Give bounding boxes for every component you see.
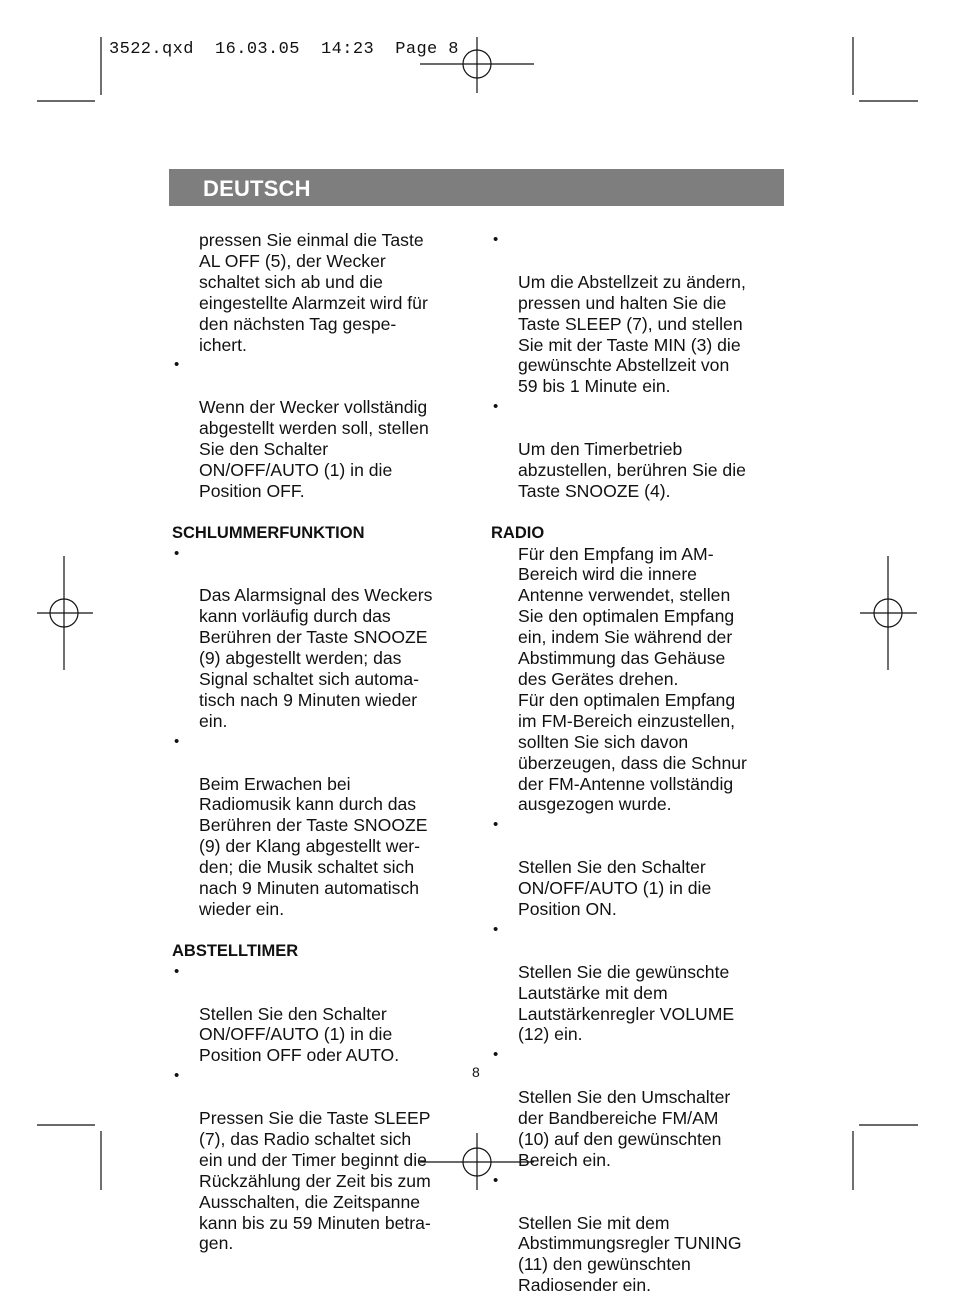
list-item-text: Wenn der Wecker vollständig abgestellt werden soll, stellen Sie den Schalter ON/OFF/AUTO (1) in die Position OFF.: [199, 397, 429, 501]
registration-mark-right: [860, 556, 917, 670]
section-heading-abstelltimer: ABSTELLTIMER: [172, 941, 299, 960]
list-item-text: Pressen Sie die Taste SLEEP (7), das Radio schaltet sich ein und der Timer beginnt die Rückzählung der Zeit bis zum Ausschalten, die Zeitspanne kann bis zu 59 Minuten betra- gen.: [199, 1108, 431, 1254]
alarm-off-paragraph: pressen Sie einmal die Taste AL OFF (5), der Wecker schaltet sich ab und die eingestellte Alarmzeit wird für den nächsten Tag gespe- ichert.: [199, 230, 428, 355]
bullet-icon: •: [493, 1171, 499, 1189]
list-item: [491, 397, 791, 502]
list-item-text: Stellen Sie den Schalter ON/OFF/AUTO (1) in die Position ON.: [518, 857, 712, 919]
section-heading-radio: RADIO: [491, 523, 545, 542]
bullet-icon: •: [174, 962, 180, 980]
bullet-icon: •: [493, 231, 499, 248]
list-item: [172, 1066, 472, 1254]
list-item: [172, 962, 472, 1067]
list-item-text: Um den Timerbetrieb abzustellen, berühren Sie die Taste SNOOZE (4).: [518, 439, 746, 501]
right-column: [491, 230, 791, 1296]
page-number: 8: [472, 1064, 480, 1080]
list-item: [491, 920, 791, 1045]
list-item: [172, 544, 472, 732]
bullet-icon: •: [174, 732, 180, 750]
language-header-bar: [169, 169, 784, 206]
bullet-icon: •: [174, 544, 180, 562]
bullet-icon: •: [493, 816, 499, 834]
list-item-text: Das Alarmsignal des Weckers kann vorläufig durch das Berühren der Taste SNOOZE (9) abgestellt werden; das Signal schaltet sich automa- tisch nach 9 Minuten wieder ein.: [199, 585, 433, 731]
bullet-icon: •: [174, 1067, 180, 1085]
radio-intro-paragraph: Für den Empfang im AM- Bereich wird die innere Antenne verwendet, stellen Sie den optimalen Empfang ein, indem Sie während der Abstimmung das Gehäuse des Gerätes drehen. Für den optimalen Empfang im FM-Bereich einzustellen, sollten Sie sich davon überzeugen, dass die Schnur der FM-Antenne vollständig ausgezogen wurde.: [518, 543, 747, 815]
bullet-icon: •: [493, 398, 499, 416]
list-item-text: Stellen Sie die gewünschte Lautstärke mit dem Lautstärkenregler VOLUME (12) ein.: [518, 961, 735, 1045]
list-item-text: Um die Abstellzeit zu ändern, pressen und halten Sie die Taste SLEEP (7), und stellen Sie mit der Taste MIN (3) die gewünschte Abstellzeit von 59 bis 1 Minute ein.: [518, 271, 746, 397]
list-item-text: Stellen Sie den Schalter ON/OFF/AUTO (1) in die Position OFF oder AUTO.: [199, 1003, 400, 1066]
list-item: [491, 1171, 791, 1296]
list-item: [491, 1045, 791, 1170]
bullet-icon: •: [493, 1046, 499, 1064]
left-column: [172, 230, 472, 1254]
bullet-icon: •: [493, 920, 499, 938]
list-item-text: Stellen Sie mit dem Abstimmungsregler TUNING (11) den gewünschten Radiosender ein.: [518, 1212, 742, 1296]
list-item-text: Stellen Sie den Umschalter der Bandbereiche FM/AM (10) auf den gewünschten Bereich ein.: [518, 1087, 731, 1170]
list-item: [172, 732, 472, 920]
print-slug: 3522.qxd 16.03.05 14:23 Page 8: [109, 40, 459, 59]
language-header-title: DEUTSCH: [203, 176, 311, 201]
list-item: [172, 355, 472, 501]
list-item: [491, 230, 791, 397]
list-item-text: Beim Erwachen bei Radiomusik kann durch das Berühren der Taste SNOOZE (9) der Klang abgestellt wer- den; die Musik schaltet sich nach 9 Minuten automatisch wieder ein.: [199, 773, 428, 919]
bullet-icon: •: [174, 356, 180, 374]
list-item: [491, 815, 791, 920]
registration-mark-left: [37, 556, 93, 670]
section-heading-schlummerfunktion: SCHLUMMERFUNKTION: [172, 523, 365, 542]
